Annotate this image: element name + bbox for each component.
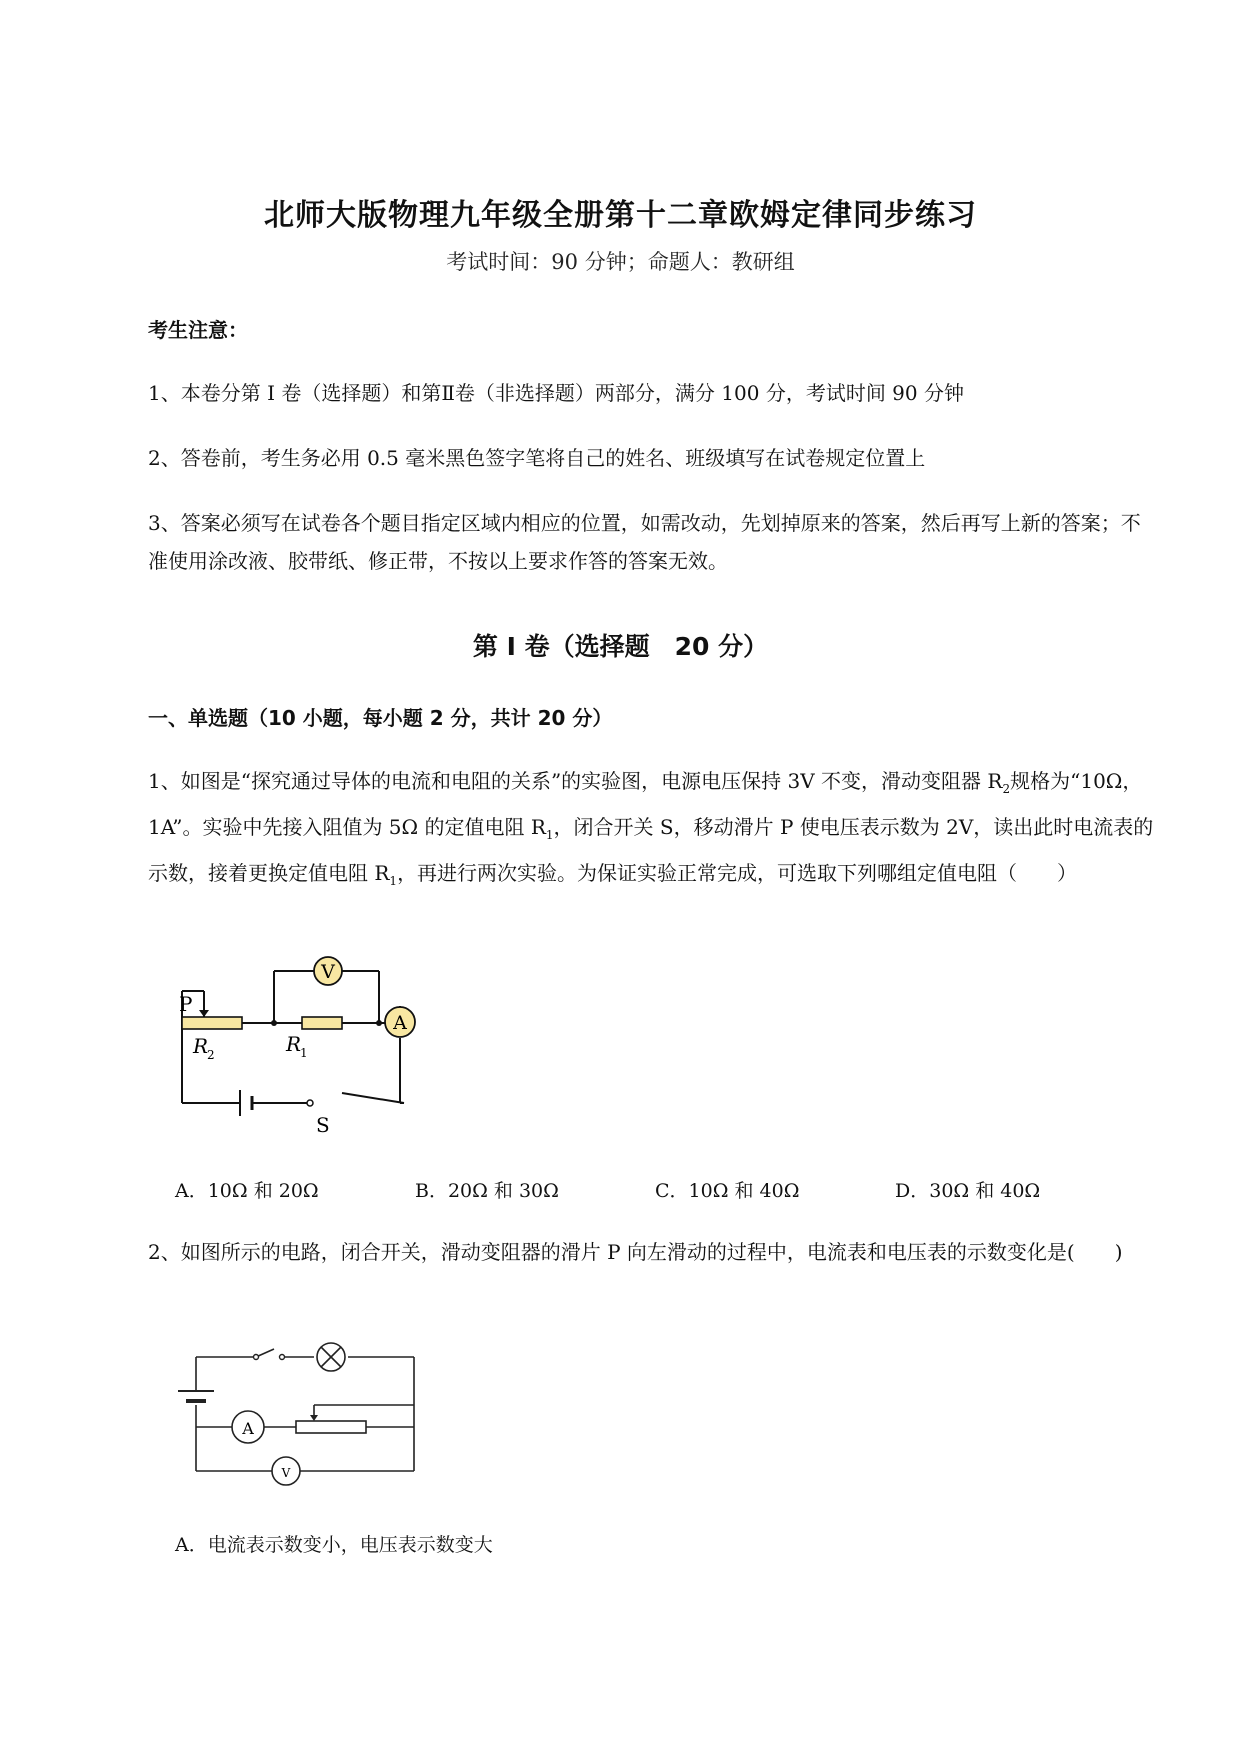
question-1-text [148,762,1158,900]
circuit-diagram-1 [160,945,440,1145]
page-title: 北师大版物理九年级全册第十二章欧姆定律同步练习 [264,198,977,233]
notice-heading: 考生注意： [148,318,248,342]
notice-item-3: 3、答案必须写在试卷各个题目指定区域内相应的位置，如需改动，先划掉原来的答案，然后再写上新的答案；不准使用涂改液、胶带纸、修正带，不按以上要求作答的答案无效。 [148,511,1141,573]
junction-dot [271,1020,277,1026]
question-2-text: 2、如图所示的电路，闭合开关，滑动变阻器的滑片 P 向左滑动的过程中，电流表和电压表的示数变化是( ) [148,1240,1123,1264]
rheostat [296,1421,366,1433]
notice-item-1: 1、本卷分第 I 卷（选择题）和第Ⅱ卷（非选择题）两部分，满分 100 分，考试时间 90 分钟 [148,381,964,405]
label-r2: R [193,1034,209,1058]
resistor-r1 [302,1017,342,1029]
q1-option-a[interactable]: A．10Ω 和 20Ω [175,1180,319,1202]
slider-arrow-icon [310,1415,318,1421]
label-p: P [179,992,193,1016]
question-1-sub-c: 1 [389,874,398,888]
q1-option-c[interactable]: C．10Ω 和 40Ω [655,1180,800,1202]
q1-option-b[interactable]: B．20Ω 和 30Ω [415,1180,559,1202]
question-1-text-d: ，再进行两次实验。为保证实验正常完成，可选取下列哪组定值电阻（ ） [397,861,1078,885]
label-r1: R [286,1032,302,1056]
label-r2-sub: 2 [207,1048,215,1062]
label-v: V [281,1466,291,1480]
slider-arrow-icon [199,1010,209,1017]
junction-dot [376,1020,382,1026]
label-a: A [393,1012,407,1034]
switch-contact [280,1355,285,1360]
label-v: V [321,961,335,983]
label-s: S [316,1113,330,1137]
label-a: A [242,1419,254,1438]
question-1-sub-b: 1 [545,828,554,842]
label-r1-sub: 1 [300,1046,308,1060]
notice-item-2: 2、答卷前，考生务必用 0.5 毫米黑色签字笔将自己的姓名、班级填写在试卷规定位置上 [148,446,926,470]
circuit-diagram-2 [170,1335,430,1495]
section-title: 第 I 卷（选择题 20 分） [472,632,769,661]
rheostat-r2 [182,1017,242,1029]
question-1-text-c: ，闭合开关 S，移动滑片 P 使电压表示数为 2V，读出此时电流表的示数，接着更换定值电阻 R [148,815,1154,885]
part-heading: 一、单选题（10 小题，每小题 2 分，共计 20 分） [148,706,613,730]
question-1-text-b: 规格为“10Ω，1A”。实验中先接入阻值为 5Ω 的定值电阻 R [148,769,1143,839]
page-subtitle: 考试时间：90 分钟；命题人：教研组 [446,250,795,274]
switch-contact [254,1355,259,1360]
q1-option-d[interactable]: D．30Ω 和 40Ω [895,1180,1041,1202]
switch-contact [307,1100,313,1106]
q2-option-a[interactable]: A．电流表示数变小，电压表示数变大 [175,1534,493,1556]
question-1-sub-a: 2 [1002,782,1011,796]
question-1-text-a: 1、如图是“探究通过导体的电流和电阻的关系”的实验图，电源电压保持 3V 不变，滑动变阻器 R [148,769,1003,793]
